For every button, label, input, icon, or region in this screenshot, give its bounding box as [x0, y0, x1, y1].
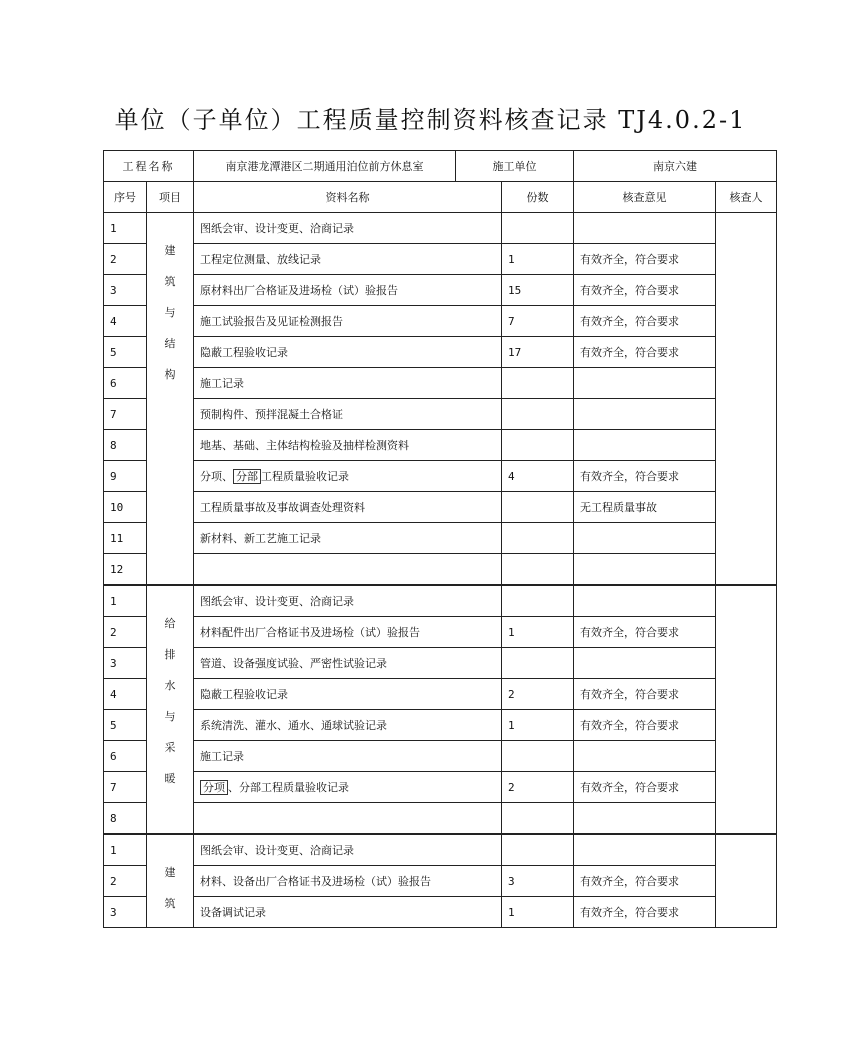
checker-cell: [716, 585, 777, 834]
copies-cell: 1: [502, 244, 574, 275]
category-char: 建: [164, 244, 176, 257]
doc-name: 预制构件、预拌混凝土合格证: [194, 399, 502, 430]
copies-cell: 1: [502, 897, 574, 928]
copies-cell: 1: [502, 710, 574, 741]
opinion-cell: [574, 213, 716, 244]
category-char: 与: [164, 306, 176, 319]
project-name-label: 工程名称: [104, 151, 194, 182]
doc-name: 图纸会审、设计变更、洽商记录: [194, 213, 502, 244]
opinion-cell: 有效齐全，符合要求: [574, 897, 716, 928]
category-char: 筑: [164, 897, 176, 910]
contractor-label: 施工单位: [456, 151, 574, 182]
opinion-cell: 有效齐全，符合要求: [574, 337, 716, 368]
copies-cell: [502, 399, 574, 430]
checker-cell: [716, 834, 777, 928]
row-seq: 11: [104, 523, 147, 554]
opinion-cell: [574, 585, 716, 617]
checker-cell: [716, 213, 777, 586]
copies-cell: [502, 430, 574, 461]
table-row: [104, 213, 777, 244]
copies-cell: [502, 741, 574, 772]
doc-name: 材料配件出厂合格证书及进场检（试）验报告: [194, 617, 502, 648]
row-seq: 4: [104, 679, 147, 710]
opinion-cell: [574, 430, 716, 461]
category-char: 采: [164, 741, 176, 754]
table-row: [104, 710, 777, 741]
doc-name: 施工试验报告及见证检测报告: [194, 306, 502, 337]
row-seq: 5: [104, 337, 147, 368]
table-row: [104, 679, 777, 710]
copies-cell: [502, 648, 574, 679]
quality-control-table: [103, 150, 777, 928]
row-seq: 2: [104, 244, 147, 275]
doc-name: 管道、设备强度试验、严密性试验记录: [194, 648, 502, 679]
category-cell: [147, 834, 194, 928]
table-row: [104, 834, 777, 866]
category-char: 与: [164, 710, 176, 723]
column-header-row: [104, 182, 777, 213]
opinion-cell: 有效齐全，符合要求: [574, 275, 716, 306]
doc-name: 隐蔽工程验收记录: [194, 679, 502, 710]
opinion-cell: 有效齐全，符合要求: [574, 866, 716, 897]
row-seq: 3: [104, 897, 147, 928]
category-cell: [147, 213, 194, 586]
row-seq: 7: [104, 399, 147, 430]
copies-cell: 1: [502, 617, 574, 648]
row-seq: 9: [104, 461, 147, 492]
category-char: 排: [164, 648, 176, 661]
copies-cell: [502, 834, 574, 866]
column-opinion: 核查意见: [574, 182, 716, 213]
doc-name-post: 工程质量验收记录: [261, 470, 349, 483]
copies-cell: [502, 554, 574, 586]
table-row: [104, 866, 777, 897]
table-row: [104, 523, 777, 554]
doc-name: 工程质量事故及事故调查处理资料: [194, 492, 502, 523]
opinion-cell: 有效齐全，符合要求: [574, 710, 716, 741]
doc-name: 设备调试记录: [194, 897, 502, 928]
opinion-cell: 有效齐全，符合要求: [574, 461, 716, 492]
column-copies: 份数: [502, 182, 574, 213]
doc-name: 新材料、新工艺施工记录: [194, 523, 502, 554]
opinion-cell: [574, 368, 716, 399]
table-row: [104, 461, 777, 492]
opinion-cell: 有效齐全，符合要求: [574, 772, 716, 803]
opinion-cell: [574, 399, 716, 430]
table-row: [104, 741, 777, 772]
doc-name: [194, 803, 502, 835]
table-row: [104, 554, 777, 586]
table-row: [104, 772, 777, 803]
copies-cell: 2: [502, 772, 574, 803]
doc-name-boxed: 分部: [233, 469, 261, 484]
row-seq: 12: [104, 554, 147, 586]
copies-cell: 15: [502, 275, 574, 306]
doc-name-boxed: 分项: [200, 780, 228, 795]
table-row: [104, 897, 777, 928]
copies-cell: 3: [502, 866, 574, 897]
project-name-value: 南京港龙潭港区二期通用泊位前方休息室: [194, 151, 456, 182]
table-row: [104, 368, 777, 399]
doc-name: [194, 554, 502, 586]
row-seq: 3: [104, 275, 147, 306]
row-seq: 1: [104, 213, 147, 244]
copies-cell: 7: [502, 306, 574, 337]
table-row: [104, 492, 777, 523]
opinion-cell: [574, 523, 716, 554]
column-doc: 资料名称: [194, 182, 502, 213]
opinion-cell: 有效齐全，符合要求: [574, 679, 716, 710]
opinion-cell: 有效齐全，符合要求: [574, 306, 716, 337]
doc-name: 材料、设备出厂合格证书及进场检（试）验报告: [194, 866, 502, 897]
category-char: 筑: [164, 275, 176, 288]
opinion-cell: [574, 834, 716, 866]
copies-cell: [502, 803, 574, 835]
column-checker: 核查人: [716, 182, 777, 213]
doc-name: [194, 461, 502, 492]
copies-cell: [502, 492, 574, 523]
doc-name: 施工记录: [194, 741, 502, 772]
doc-name: 隐蔽工程验收记录: [194, 337, 502, 368]
doc-name: 地基、基础、主体结构检验及抽样检测资料: [194, 430, 502, 461]
row-seq: 8: [104, 430, 147, 461]
project-info-row: [104, 151, 777, 182]
table-row: [104, 306, 777, 337]
category-char: 给: [164, 617, 176, 630]
category-char: 结: [164, 337, 176, 350]
doc-name: 施工记录: [194, 368, 502, 399]
category-cell: [147, 585, 194, 834]
column-seq: 序号: [104, 182, 147, 213]
category-char: 建: [164, 866, 176, 879]
column-item: 项目: [147, 182, 194, 213]
contractor-value: 南京六建: [574, 151, 777, 182]
doc-name-post: 、分部工程质量验收记录: [228, 781, 349, 794]
copies-cell: [502, 585, 574, 617]
opinion-cell: 无工程质量事故: [574, 492, 716, 523]
row-seq: 10: [104, 492, 147, 523]
category-char: 暖: [164, 772, 176, 785]
row-seq: 1: [104, 585, 147, 617]
row-seq: 7: [104, 772, 147, 803]
opinion-cell: 有效齐全，符合要求: [574, 244, 716, 275]
doc-name: 工程定位测量、放线记录: [194, 244, 502, 275]
copies-cell: 17: [502, 337, 574, 368]
table-row: [104, 244, 777, 275]
row-seq: 8: [104, 803, 147, 835]
category-char: 构: [164, 368, 176, 381]
table-row: [104, 275, 777, 306]
table-row: [104, 648, 777, 679]
copies-cell: [502, 213, 574, 244]
copies-cell: 2: [502, 679, 574, 710]
doc-name: 图纸会审、设计变更、洽商记录: [194, 834, 502, 866]
doc-name: 图纸会审、设计变更、洽商记录: [194, 585, 502, 617]
row-seq: 3: [104, 648, 147, 679]
opinion-cell: 有效齐全，符合要求: [574, 617, 716, 648]
row-seq: 5: [104, 710, 147, 741]
row-seq: 6: [104, 368, 147, 399]
table-row: [104, 803, 777, 835]
opinion-cell: [574, 648, 716, 679]
doc-name: [194, 772, 502, 803]
document-title: 单位（子单位）工程质量控制资料核查记录 TJ4.0.2-1: [114, 106, 747, 134]
table-row: [104, 337, 777, 368]
doc-name: 原材料出厂合格证及进场检（试）验报告: [194, 275, 502, 306]
row-seq: 2: [104, 617, 147, 648]
doc-name: 系统清洗、灌水、通水、通球试验记录: [194, 710, 502, 741]
table-row: [104, 617, 777, 648]
table-row: [104, 585, 777, 617]
copies-cell: 4: [502, 461, 574, 492]
opinion-cell: [574, 741, 716, 772]
row-seq: 2: [104, 866, 147, 897]
category-char: 水: [164, 679, 176, 692]
copies-cell: [502, 523, 574, 554]
table-row: [104, 399, 777, 430]
doc-name-pre: 分项、: [200, 470, 233, 483]
table-row: [104, 430, 777, 461]
row-seq: 6: [104, 741, 147, 772]
row-seq: 4: [104, 306, 147, 337]
opinion-cell: [574, 554, 716, 586]
opinion-cell: [574, 803, 716, 835]
row-seq: 1: [104, 834, 147, 866]
copies-cell: [502, 368, 574, 399]
